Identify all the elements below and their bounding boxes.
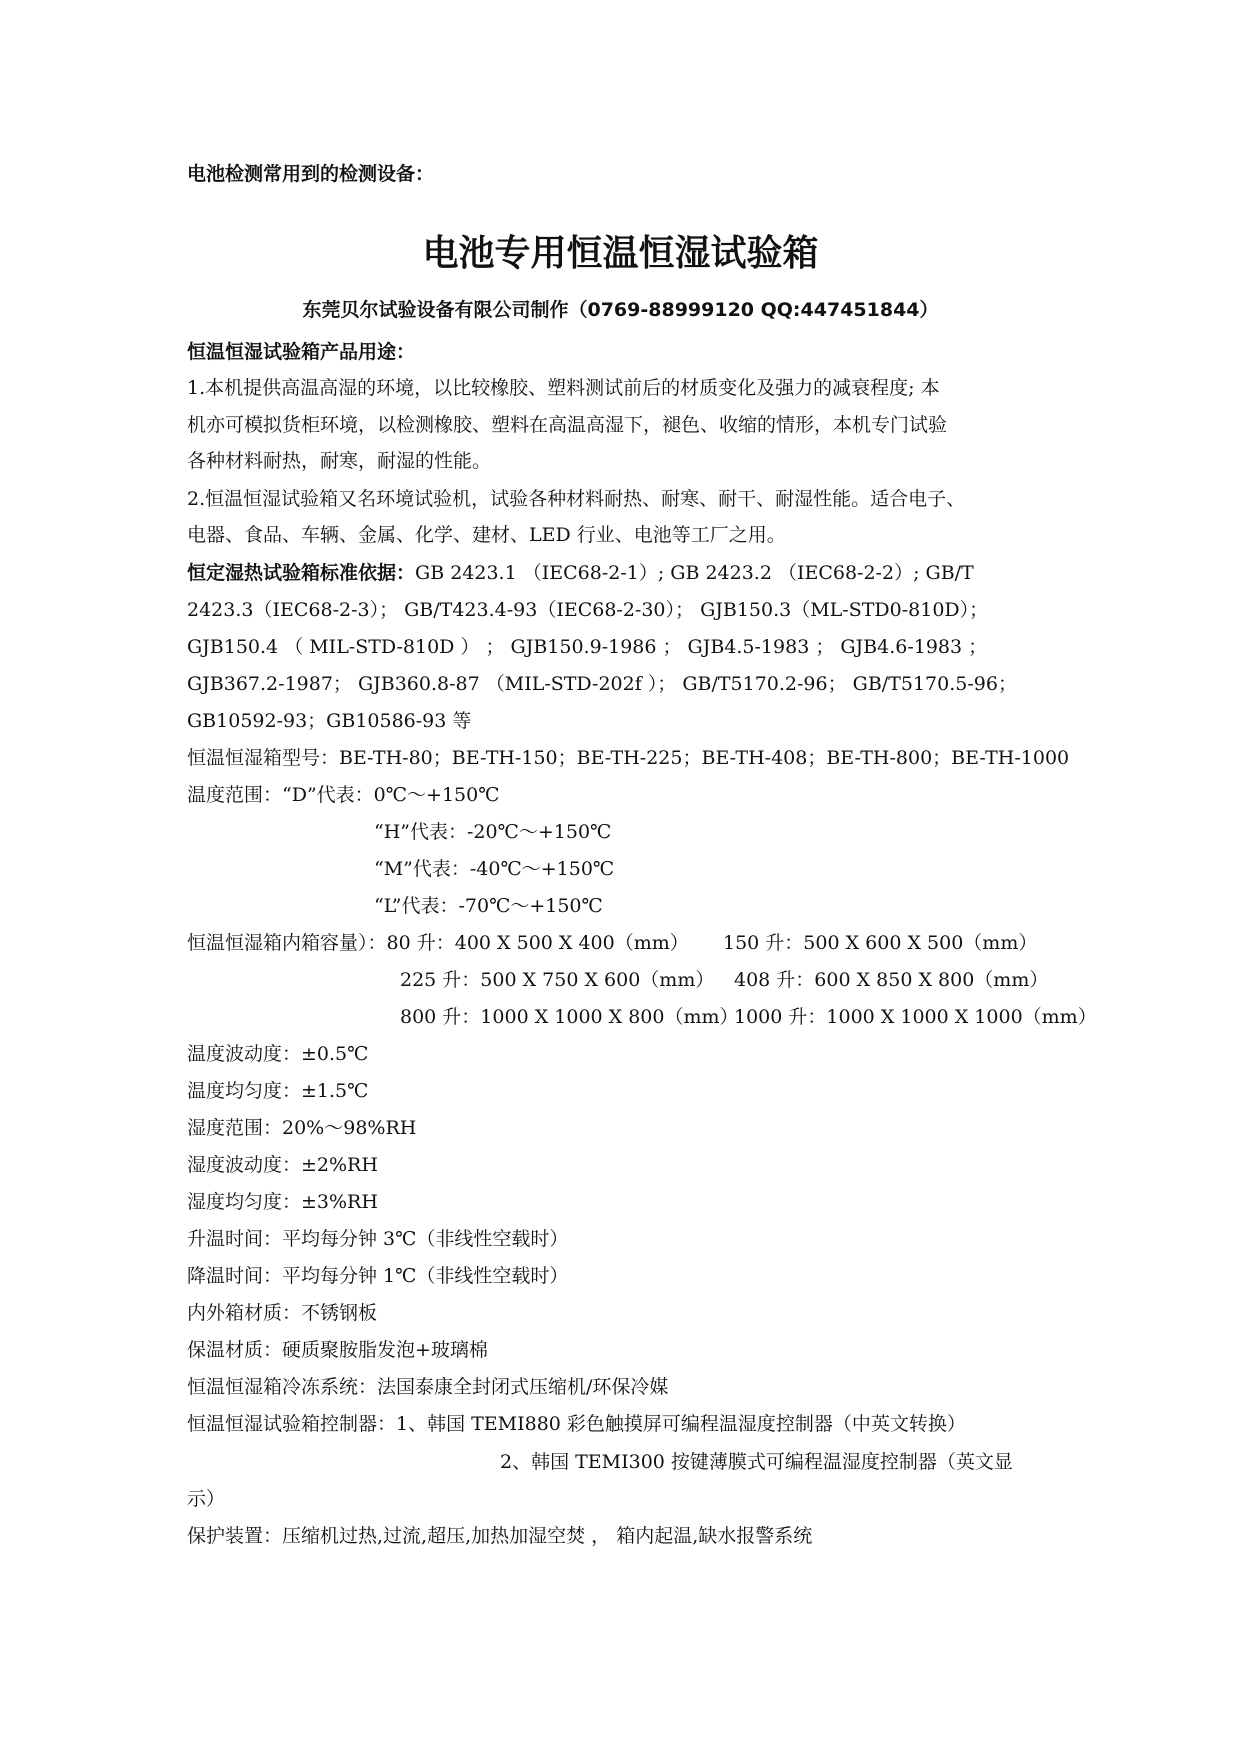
spec-insulation: 保温材质：硬质聚胺脂发泡+玻璃棉	[187, 1339, 488, 1361]
spec-humidity-range: 湿度范围：20%～98%RH	[187, 1117, 417, 1139]
document-title: 电池专用恒温恒湿试验箱	[422, 233, 819, 274]
capacity-800: 800 升：1000 X 1000 X 800（mm）	[400, 1006, 739, 1028]
temp-range-d: “D”代表：0℃～+150℃	[282, 784, 500, 806]
capacity-150: 150 升：500 X 600 X 500（mm）	[723, 932, 1038, 954]
temp-range-line-d	[187, 783, 499, 807]
controller-line-1: 恒温恒湿试验箱控制器：1、韩国 TEMI880 彩色触摸屏可编程温湿度控制器（中英文转换）	[187, 1413, 966, 1435]
capacity-1000: 1000 升：1000 X 1000 X 1000（mm）	[734, 1006, 1097, 1028]
models-line: 恒温恒湿箱型号：BE-TH-80；BE-TH-150；BE-TH-225；BE-TH-408；BE-TH-800；BE-TH-1000	[187, 747, 1070, 769]
company-line: 东莞贝尔试验设备有限公司制作（0769-88999120 QQ:447451844）	[302, 299, 939, 321]
usage-paragraph-1-line-2: 机亦可模拟货柜环境，以检测橡胶、塑料在高温高湿下，褪色、收缩的情形，本机专门试验	[187, 414, 948, 436]
temp-range-h: “H”代表：-20℃～+150℃	[374, 821, 612, 843]
capacity-408: 408 升：600 X 850 X 800（mm）	[734, 969, 1049, 991]
capacity-225: 225 升：500 X 750 X 600（mm）	[400, 969, 715, 991]
spec-heating-time: 升温时间：平均每分钟 3℃（非线性空载时）	[187, 1228, 569, 1250]
standards-line-2: 2423.3（IEC68-2-3）； GB/T423.4-93（IEC68-2-30）； GJB150.3（ML-STD0-810D）；	[187, 599, 989, 621]
standards-line-5: GB10592-93；GB10586-93 等	[187, 710, 472, 732]
temp-range-label: 温度范围：	[187, 784, 283, 806]
spec-humidity-fluctuation: 湿度波动度：±2%RH	[187, 1154, 378, 1176]
usage-paragraph-2-line-1: 2.恒温恒湿试验箱又名环境试验机，试验各种材料耐热、耐寒、耐干、耐湿性能。适合电子、	[187, 488, 966, 510]
standards-line-3: GJB150.4 （ MIL-STD-810D ） ； GJB150.9-1986 ； GJB4.5-1983 ； GJB4.6-1983 ；	[187, 636, 988, 658]
capacity-80: 80 升：400 X 500 X 400（mm）	[386, 932, 689, 954]
capacity-label: 恒温恒湿箱内箱容量）：	[187, 932, 387, 954]
controller-line-2: 2、韩国 TEMI300 按键薄膜式可编程温湿度控制器（英文显	[500, 1451, 1013, 1473]
temp-range-l: “L”代表：-70℃～+150℃	[374, 895, 603, 917]
standards-label: 恒定湿热试验箱标准依据：	[187, 562, 416, 584]
usage-paragraph-1-line-1: 1.本机提供高温高湿的环境，以比较橡胶、塑料测试前后的材质变化及强力的减衰程度; 本	[187, 377, 940, 399]
spec-cooling-time: 降温时间：平均每分钟 1℃（非线性空载时）	[187, 1265, 569, 1287]
spec-temp-uniformity: 温度均匀度：±1.5℃	[187, 1080, 369, 1102]
spec-temp-fluctuation: 温度波动度：±0.5℃	[187, 1043, 369, 1065]
temp-range-m: “M”代表：-40℃～+150℃	[374, 858, 615, 880]
protection-line: 保护装置：压缩机过热,过流,超压,加热加湿空焚 ， 箱内起温,缺水报警系统	[187, 1525, 813, 1547]
spec-refrigeration: 恒温恒湿箱冷冻系统：法国泰康全封闭式压缩机/环保冷媒	[187, 1376, 669, 1398]
standards-line-1-text: GB 2423.1 （IEC68-2-1）; GB 2423.2 （IEC68-2-2）; GB/T	[415, 562, 974, 584]
standards-line-1	[187, 561, 974, 585]
standards-line-4: GJB367.2-1987； GJB360.8-87 （MIL-STD-202f ）； GB/T5170.2-96； GB/T5170.5-96；	[187, 673, 1017, 695]
usage-heading: 恒温恒湿试验箱产品用途：	[187, 341, 416, 363]
capacity-line-1	[187, 931, 689, 955]
usage-paragraph-1-line-3: 各种材料耐热，耐寒，耐湿的性能。	[187, 450, 492, 472]
usage-paragraph-2-line-2: 电器、食品、车辆、金属、化学、建材、LED 行业、电池等工厂之用。	[187, 524, 786, 546]
spec-humidity-uniformity: 湿度均匀度：±3%RH	[187, 1191, 378, 1213]
intro-heading: 电池检测常用到的检测设备：	[187, 163, 435, 185]
controller-line-3: 示）	[187, 1488, 226, 1510]
spec-box-material: 内外箱材质：不锈钢板	[187, 1302, 378, 1324]
